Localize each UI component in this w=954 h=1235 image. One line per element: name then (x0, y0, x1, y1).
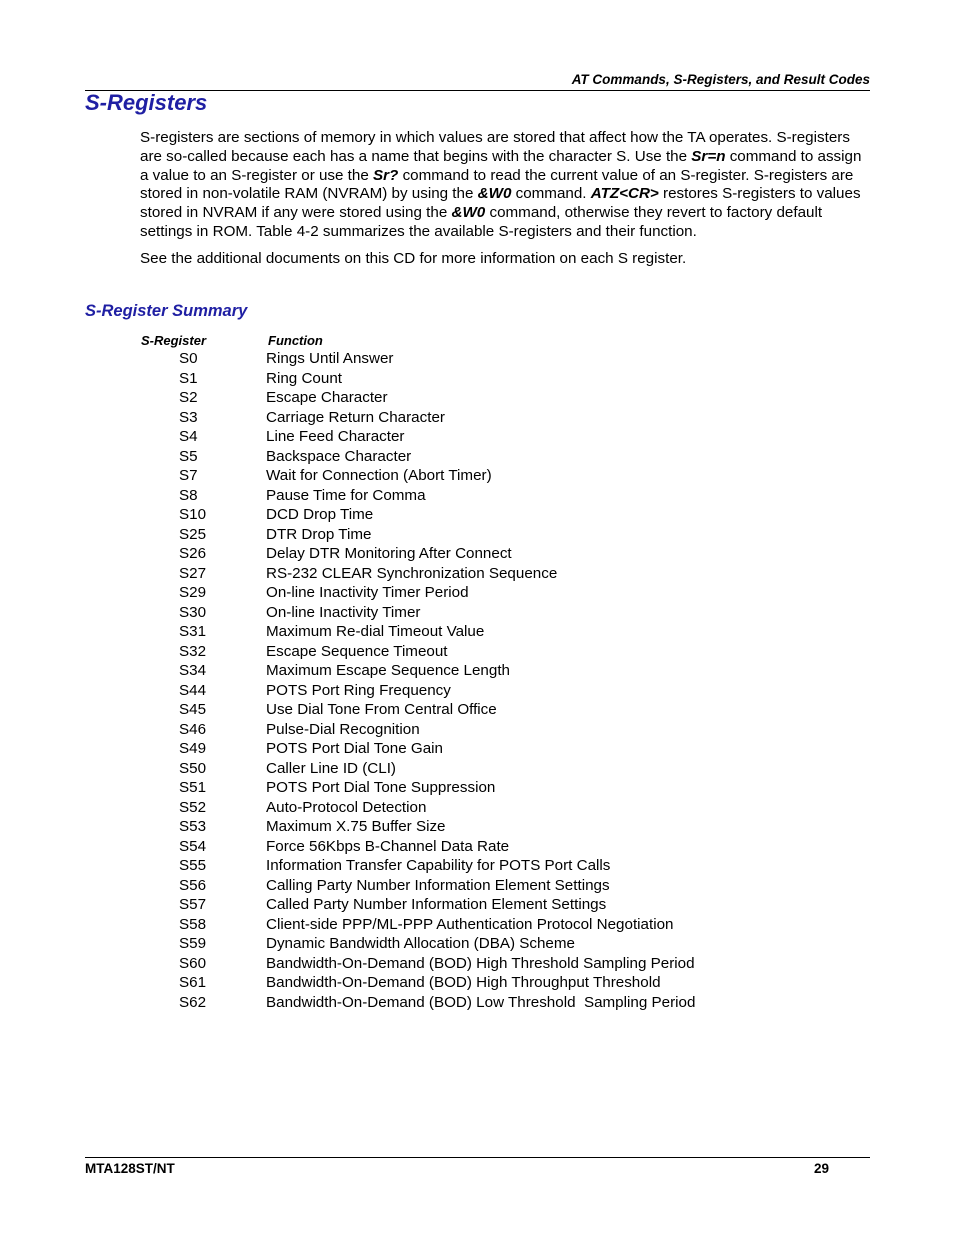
register-function: Escape Character (266, 389, 388, 406)
register-function: Information Transfer Capability for POTS Port Calls (266, 857, 611, 874)
register-name: S54 (179, 837, 207, 855)
register-name: S8 (179, 486, 198, 504)
table-row (0, 603, 954, 623)
table-row (0, 973, 954, 993)
register-function: Wait for Connection (Abort Timer) (266, 467, 492, 484)
register-function: Carriage Return Character (266, 408, 445, 426)
register-name: S7 (179, 467, 198, 484)
register-name: S1 (179, 369, 198, 387)
register-function: Backspace Character (266, 447, 412, 465)
intro-paragraph (140, 129, 868, 242)
table-row (0, 837, 954, 857)
table-row (0, 798, 954, 818)
register-name: S2 (179, 389, 198, 406)
command-text: &W0 (477, 185, 512, 203)
table-row (0, 642, 954, 662)
paragraph-text: command to assign a value to an S-register or use the (140, 147, 862, 184)
register-function: Pulse-Dial Recognition (266, 720, 420, 738)
register-function: Bandwidth-On-Demand (BOD) High Threshold Sampling Period (266, 954, 695, 972)
register-function: Calling Party Number Information Element Settings (266, 876, 610, 894)
register-name: S27 (179, 564, 207, 582)
table-row (0, 934, 954, 954)
register-function: Dynamic Bandwidth Allocation (DBA) Scheme (266, 935, 575, 952)
register-function: POTS Port Ring Frequency (266, 681, 451, 699)
cd-note-paragraph: See the additional documents on this CD for more information on each S register. (140, 250, 687, 267)
register-function: Auto-Protocol Detection (266, 798, 427, 816)
command-text: Sr? (373, 166, 399, 184)
table-row (0, 759, 954, 779)
register-function: Client-side PPP/ML-PPP Authentication Protocol Negotiation (266, 915, 674, 933)
register-name: S60 (179, 954, 207, 972)
register-function: Maximum X.75 Buffer Size (266, 818, 446, 835)
footer-rule (85, 1157, 870, 1158)
register-function: Escape Sequence Timeout (266, 642, 448, 660)
register-name: S52 (179, 798, 207, 816)
paragraph-text: restores S-registers to values stored in NVRAM if any were stored using the (140, 185, 861, 222)
register-name: S51 (179, 779, 207, 796)
register-function: Caller Line ID (CLI) (266, 759, 396, 777)
register-function: Delay DTR Monitoring After Connect (266, 545, 512, 562)
register-function: Ring Count (266, 369, 342, 387)
paragraph-text: command. (511, 185, 591, 203)
register-name: S29 (179, 584, 207, 601)
register-name: S56 (179, 876, 207, 894)
table-row (0, 408, 954, 428)
table-row (0, 817, 954, 837)
column-header-function: Function (268, 333, 323, 348)
command-text: Sr=n (691, 147, 726, 165)
register-function: Use Dial Tone From Central Office (266, 701, 497, 718)
column-header-register: S-Register (141, 333, 207, 348)
table-row (0, 486, 954, 506)
table-row (0, 544, 954, 564)
register-function: Force 56Kbps B-Channel Data Rate (266, 837, 510, 855)
register-function: Bandwidth-On-Demand (BOD) Low Threshold Sampling Period (266, 993, 696, 1011)
register-function: Bandwidth-On-Demand (BOD) High Throughput Threshold (266, 974, 661, 991)
register-name: S0 (179, 350, 198, 367)
table-row (0, 622, 954, 642)
table-row (0, 915, 954, 935)
table-row (0, 778, 954, 798)
command-text: ATZ<CR> (590, 185, 659, 203)
register-name: S46 (179, 720, 207, 738)
table-row (0, 720, 954, 740)
register-name: S30 (179, 603, 207, 621)
register-function: On-line Inactivity Timer Period (266, 584, 469, 601)
register-function: Maximum Escape Sequence Length (266, 662, 510, 679)
summary-title: S-Register Summary (85, 302, 248, 320)
table-row (0, 856, 954, 876)
register-name: S49 (179, 740, 207, 757)
register-name: S4 (179, 428, 198, 445)
register-name: S10 (179, 506, 207, 523)
register-function: Called Party Number Information Element Settings (266, 896, 607, 913)
register-name: S57 (179, 896, 207, 913)
register-name: S31 (179, 623, 207, 640)
register-name: S45 (179, 701, 207, 718)
table-row (0, 525, 954, 545)
paragraph-text: command, otherwise they revert to factory default settings in ROM. Table 4-2 summarizes the available S-registers and their function. (140, 204, 823, 240)
register-name: S34 (179, 662, 207, 679)
register-function: POTS Port Dial Tone Gain (266, 740, 443, 757)
register-name: S59 (179, 935, 207, 952)
register-name: S58 (179, 915, 207, 933)
table-row (0, 954, 954, 974)
command-text: &W0 (451, 204, 486, 222)
page-title: S-Registers (85, 90, 208, 115)
table-row (0, 895, 954, 915)
paragraph-text: command to read the current value of an S-register. S-registers are stored in non-volatile RAM (NVRAM) by using the (140, 166, 854, 203)
table-row (0, 427, 954, 447)
table-row (0, 739, 954, 759)
table-row (0, 661, 954, 681)
table-row (0, 564, 954, 584)
register-function: On-line Inactivity Timer (266, 603, 421, 621)
register-table (0, 349, 954, 1012)
register-function: DCD Drop Time (266, 506, 374, 523)
register-function: Maximum Re-dial Timeout Value (266, 623, 485, 640)
register-name: S62 (179, 993, 207, 1011)
register-name: S44 (179, 681, 207, 699)
table-row (0, 681, 954, 701)
register-name: S32 (179, 642, 207, 660)
table-row (0, 466, 954, 486)
paragraph-text: S-registers are sections of memory in which values are stored that affect how the TA operates. S-registers are so-called because each has a name that begins with the character S. Use the (140, 129, 850, 165)
register-function: DTR Drop Time (266, 525, 372, 543)
running-header: AT Commands, S-Registers, and Result Codes (571, 72, 870, 87)
table-row (0, 447, 954, 467)
table-row (0, 993, 954, 1013)
table-row (0, 700, 954, 720)
table-row (0, 876, 954, 896)
register-function: RS-232 CLEAR Synchronization Sequence (266, 564, 558, 582)
register-function: Line Feed Character (266, 428, 405, 445)
register-name: S25 (179, 525, 207, 543)
register-name: S61 (179, 974, 207, 991)
register-name: S5 (179, 447, 198, 465)
table-row (0, 505, 954, 525)
register-name: S53 (179, 818, 207, 835)
register-function: Pause Time for Comma (266, 486, 426, 504)
register-name: S55 (179, 857, 207, 874)
register-name: S50 (179, 759, 207, 777)
footer-page-number: 29 (813, 1161, 829, 1176)
footer-product: MTA128ST/NT (85, 1161, 175, 1176)
table-row (0, 349, 954, 369)
table-row (0, 388, 954, 408)
register-name: S3 (179, 408, 198, 426)
register-name: S26 (179, 545, 207, 562)
register-function: Rings Until Answer (266, 350, 394, 367)
table-row (0, 369, 954, 389)
register-function: POTS Port Dial Tone Suppression (266, 779, 496, 796)
table-row (0, 583, 954, 603)
